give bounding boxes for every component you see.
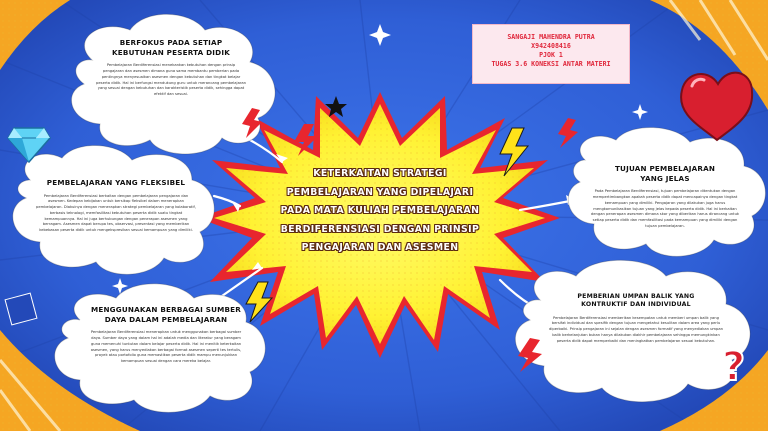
svg-text:?: ? — [722, 344, 746, 390]
cloud-sources-content — [86, 305, 246, 365]
main-title — [262, 165, 498, 258]
task-title: TUGAS 3.6 KONEKSI ANTAR MATERI — [491, 60, 611, 69]
main-title-line-2: PEMBELAJARAN YANG DIPELAJARI — [286, 186, 474, 198]
main-title-line-3: PADA MATA KULIAH PEMBELAJARAN — [280, 205, 480, 217]
main-title-line-1: KETERKAITAN STRATEGI — [313, 168, 447, 179]
cloud-flexible-body: Pembelajaran Berdiferensiasi berkaitan dengan pembelajaran pengajaran dan asesmen. Kedepan kebijakan untuk bersikap fleksibel dalam menerapkan pembelajaran. Diakuinya dengan menerapkan strategi pembelajaran yang kolaboratif, berbasis teknologi, memfasilitasi kebutuhan peserta didik suatu tingkat kemampuannya. Hal ini juga berhubungan dengan penerapan asesmen yang berragam. Asesmen dapat berupa tes, observasi, presentasi yang memberikan kebebasan peserta didik untuk mengekspresikan sesuai kemampuan yang dimiliki. — [36, 193, 196, 233]
student-name: SANGAJI MAHENDRA PUTRA — [507, 33, 595, 41]
student-class: PJOK 1 — [539, 51, 563, 60]
cloud-feedback-title: PEMBERIAN UMPAN BALIK YANG KONTRUKTIF DAN INDIVIDUAL — [577, 293, 695, 309]
cloud-needs-body: Pembelajaran Berdiferensiasi menekankan kebutuhan dengan prinsip pengajaran dan asesmen dimana guna sama membantu pemberian pada pentingnya menyesuaikan asesmen dengan kebutuhan dan tingkat belajar peserta didik. Hal ini berfungsi mendukung guru untuk merancang pembelajaran yang sesuai dengan kebutuhan dan karakteristik peserta didik, sehingga dapat efektif dan sesuai. — [96, 63, 246, 97]
cloud-sources-title: MENGGUNAKAN BERBAGAI SUMBER DAYA DALAM PEMBELAJARAN — [90, 305, 242, 324]
cloud-goals-title: TUJUAN PEMBELAJARAN YANG JELAS — [614, 164, 716, 183]
cloud-goals-body: Pada Pembelajaran Berdiferensiasi, tujuan pembelajaran ditentukan dengan mempertimbangkan apakah peserta didik dapat mencapainya dengan tingkat kemampuan yang dimiliki. Pengajaran yang dilakukan juga harus mengkomunikasikan tujuan yang jelas kepada peserta didik. Hal ini berkaitan dengan penerapan asesmen dimana skor yang diberikan harus dirancang untuk setiap peserta didik dan memfasilitasi pada kemampuan yang dimiliki dengan tujuan pembelajaran. — [590, 189, 740, 228]
student-info-card — [472, 24, 630, 84]
main-title-line-5: PENGAJARAN DAN ASESMEN — [301, 242, 459, 254]
cloud-needs-content — [96, 38, 246, 98]
cloud-sources-body: Pembelajaran Berdiferensiasi menerapkan untuk menggunakan berbagai sumber daya. Sumber daya yang dalam hal ini adalah media dan literatur yang beragam guna memenuhi tuntutan dalam belajar peserta didik. Hal ini menitik keterkaitan asesmen, yang harus menyediakan berbagai format asesmen seperti tes tertulis, proyek atau portofolio guna memastikan peserta didik mampu menunjukkan kemampuan sesuai dengan cara mereka belajar. — [90, 330, 242, 364]
cloud-flexible-title: PEMBELAJARAN YANG FLEKSIBEL — [46, 178, 186, 187]
cloud-goals-content — [590, 164, 740, 230]
question-mark-icon — [722, 344, 745, 390]
cloud-feedback-content — [546, 293, 726, 344]
cloud-flexible-content — [36, 178, 196, 234]
student-nim: X942408416 — [531, 42, 571, 51]
main-title-line-4: BERDIFERENSIASI DENGAN PRINSIP — [280, 223, 480, 235]
cloud-needs-title: BERFOKUS PADA SETIAP KEBUTUHAN PESERTA DIDIK — [112, 38, 230, 57]
cloud-feedback-body: Pembelajaran Berdiferensiasi memberikan kesempatan untuk memberi umpan balik yang bersifat individual dan spesifik dengan tujuan mengetahui kesulitan dalam area yang perlu diperbaiki. Prinsip pengajaran ini sejalan dengan asesmen formatif yang menyediakan umpan balik berkelanjutan bukan hanya dilakukan diakhir pembelajaran sehingga memungkinkan peserta didik dapat memperbaiki dan meningkatkan pembelajaran sesuai kebutuhan. — [549, 315, 723, 343]
